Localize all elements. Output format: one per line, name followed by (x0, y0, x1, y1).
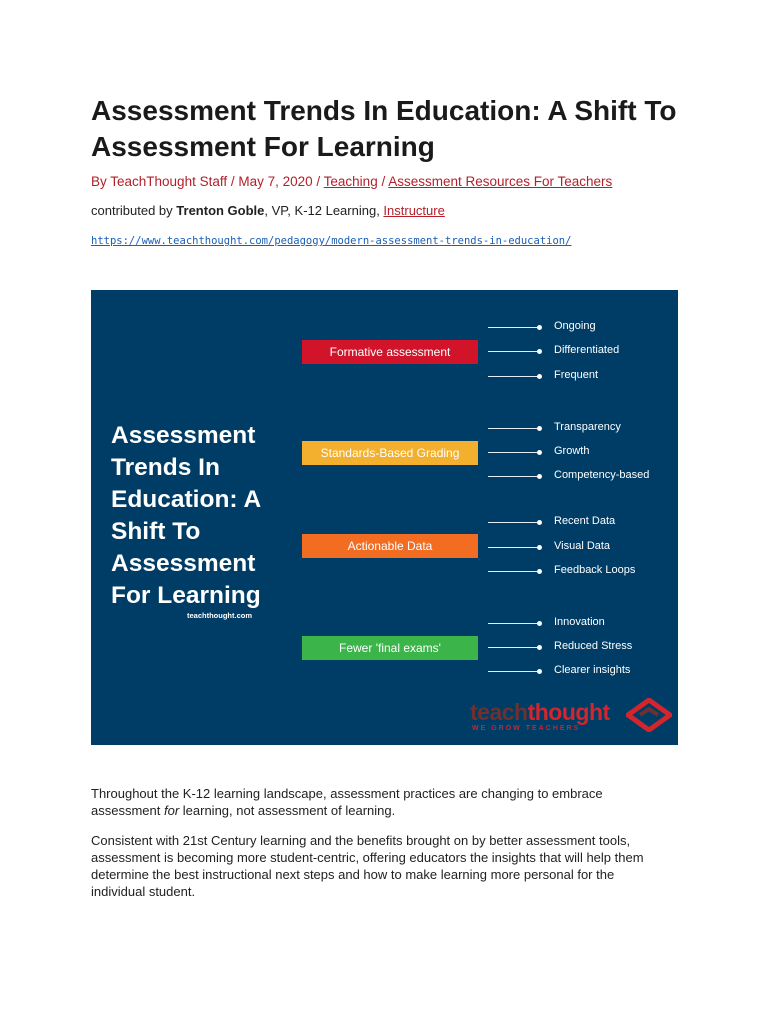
p1-text-after: learning, not assessment of learning. (179, 803, 396, 818)
byline-author-date: By TeachThought Staff / May 7, 2020 / (91, 174, 324, 189)
category-link-teaching[interactable]: Teaching (323, 174, 378, 189)
bullet-dot (537, 349, 542, 354)
page-title: Assessment Trends In Education: A Shift To Assessment For Learning (91, 95, 677, 162)
item-feedback-loops: Feedback Loops (554, 564, 636, 576)
bullet-dot (537, 669, 542, 674)
body-paragraph-2: Consistent with 21st Century learning and the benefits brought on by better assessment tools, assessment is becoming more student-centric, offering educators the insights that will help them determine the best instructional next steps and how to make learning more personal for the individual student. (91, 833, 644, 899)
bullet-dot (537, 450, 542, 455)
contributor-prefix: contributed by (91, 203, 177, 218)
bullet-dot (537, 474, 542, 479)
connector-line (488, 522, 538, 523)
byline-separator: / (377, 174, 389, 189)
item-clearer-insights: Clearer insights (554, 664, 631, 676)
connector-line (488, 327, 538, 328)
contributor-line (91, 203, 445, 218)
infographic-image (91, 290, 678, 745)
body-paragraph-1 (91, 785, 671, 819)
bullet-dot (537, 520, 542, 525)
item-frequent: Frequent (554, 369, 599, 381)
connector-line (488, 647, 538, 648)
item-transparency: Transparency (554, 421, 621, 433)
infographic-site: teachthought.com (187, 611, 252, 620)
contributor-name: Trenton Goble (176, 203, 265, 218)
bullet-dot (537, 545, 542, 550)
item-innovation: Innovation (554, 616, 605, 628)
bullet-dot (537, 621, 542, 626)
connector-line (488, 623, 538, 624)
item-growth: Growth (554, 445, 590, 457)
bullet-dot (537, 645, 542, 650)
logo-part-thought: thought (527, 699, 610, 725)
logo-part-teach: teach (470, 699, 528, 725)
bullet-dot (537, 569, 542, 574)
logo-tagline: WE GROW TEACHERS (472, 725, 581, 732)
item-ongoing: Ongoing (554, 320, 596, 332)
category-fewer-final-exams: Fewer 'final exams' (302, 636, 478, 660)
connector-line (488, 351, 538, 352)
infographic-title: Assessment Trends In Education: A Shift To Assessment For Learning (111, 422, 261, 609)
teachthought-logo (470, 699, 610, 726)
category-formative-assessment: Formative assessment (302, 340, 478, 364)
byline (91, 174, 612, 189)
company-link-instructure[interactable]: Instructure (383, 203, 445, 218)
connector-line (488, 671, 538, 672)
connector-line (488, 452, 538, 453)
connector-line (488, 547, 538, 548)
category-standards-based-grading: Standards-Based Grading (302, 441, 478, 465)
contributor-role: , VP, K-12 Learning, (264, 203, 384, 218)
article-url-link[interactable]: https://www.teachthought.com/pedagogy/modern-assessment-trends-in-education/ (91, 235, 572, 247)
bullet-dot (537, 374, 542, 379)
item-differentiated: Differentiated (554, 344, 620, 356)
category-actionable-data: Actionable Data (302, 534, 478, 558)
connector-line (488, 476, 538, 477)
connector-line (488, 428, 538, 429)
connector-line (488, 376, 538, 377)
item-recent-data: Recent Data (554, 515, 616, 527)
p1-emphasis: for (163, 803, 180, 818)
category-link-assessment-resources[interactable]: Assessment Resources For Teachers (388, 174, 613, 189)
teachthought-logo-mark-icon (626, 698, 672, 732)
p1-text-before: Throughout the K-12 learning landscape, assessment practices are changing to embrace assessment (91, 786, 603, 818)
bullet-dot (537, 325, 542, 330)
bullet-dot (537, 426, 542, 431)
item-competency-based: Competency-based (554, 469, 650, 481)
connector-line (488, 571, 538, 572)
item-reduced-stress: Reduced Stress (554, 640, 633, 652)
item-visual-data: Visual Data (554, 540, 611, 552)
